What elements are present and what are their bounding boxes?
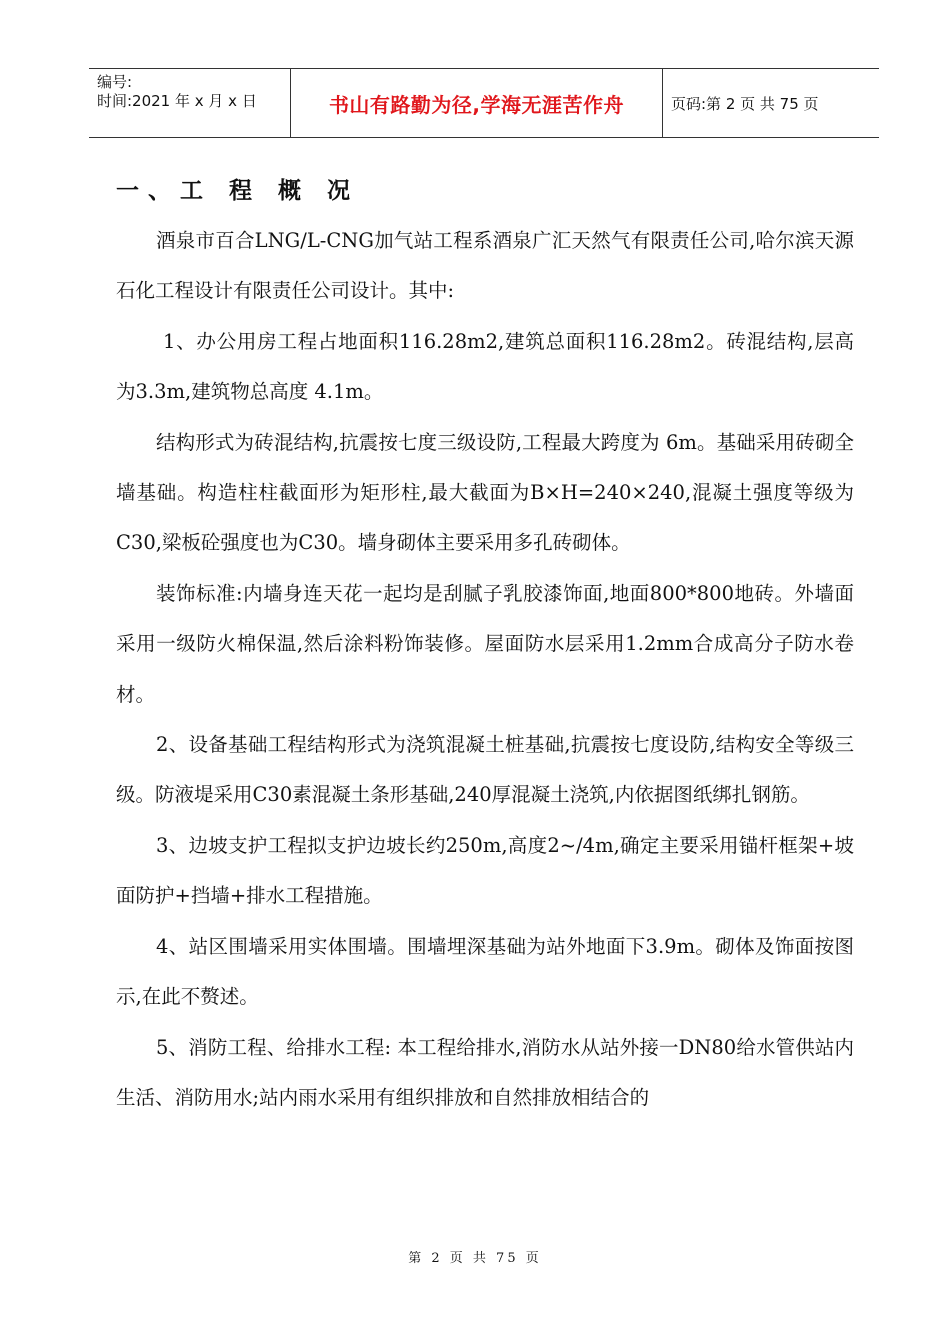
document-body <box>116 168 854 1123</box>
time-label: 时间:2021 年 x 月 x 日 <box>97 92 257 110</box>
page-header <box>89 68 879 138</box>
header-page-number: 页码:第 2 页 共 75 页 <box>671 94 819 113</box>
header-motto: 书山有路勤为径,学海无涯苦作舟 <box>291 69 663 137</box>
page-footer: 第 2 页 共 75 页 <box>408 1251 542 1266</box>
paragraph-slope-support: 3、边坡支护工程拟支护边坡长约250m,高度2~/4m,确定主要采用锚杆框架+坡面防护+挡墙+排水工程措施。 <box>116 833 854 908</box>
paragraph-equipment-foundation: 2、设备基础工程结构形式为浇筑混凝土桩基础,抗震按七度设防,结构安全等级三级。防液堤采用C30素混凝土条形基础,240厚混凝土浇筑,内依据图纸绑扎钢筋。 <box>116 733 854 807</box>
serial-label: 编号: <box>97 73 133 91</box>
section-heading: 一、工 程 概 况 <box>116 178 360 204</box>
paragraph-fire-water: 5、消防工程、给排水工程: 本工程给排水,消防水从站外接一DN80给水管供站内生活、消防用水;站内雨水采用有组织排放和自然排放相结合的 <box>116 1035 854 1109</box>
paragraph-structure: 结构形式为砖混结构,抗震按七度三级设防,工程最大跨度为 6m。基础采用砖砌全墙基础。构造柱柱截面形为矩形柱,最大截面为B×H=240×240,混凝土强度等级为C30,梁板砼强度也为C30。墙身砌体主要采用多孔砖砌体。 <box>116 430 854 555</box>
header-meta <box>89 69 291 137</box>
paragraph-enclosure-wall: 4、站区围墙采用实体围墙。围墙埋深基础为站外地面下3.9m。砌体及饰面按图示,在此不赘述。 <box>116 934 854 1009</box>
paragraph-office: 1、办公用房工程占地面积116.28m2,建筑总面积116.28m2。砖混结构,层高为3.3m,建筑物总高度 4.1m。 <box>116 329 854 404</box>
paragraph-decoration: 装饰标准:内墙身连天花一起均是刮腻子乳胶漆饰面,地面800*800地砖。外墙面采用一级防火棉保温,然后涂料粉饰装修。屋面防水层采用1.2mm合成高分子防水卷材。 <box>116 581 854 706</box>
paragraph-intro: 酒泉市百合LNG/L-CNG加气站工程系酒泉广汇天然气有限责任公司,哈尔滨天源石化工程设计有限责任公司设计。其中: <box>116 229 854 303</box>
